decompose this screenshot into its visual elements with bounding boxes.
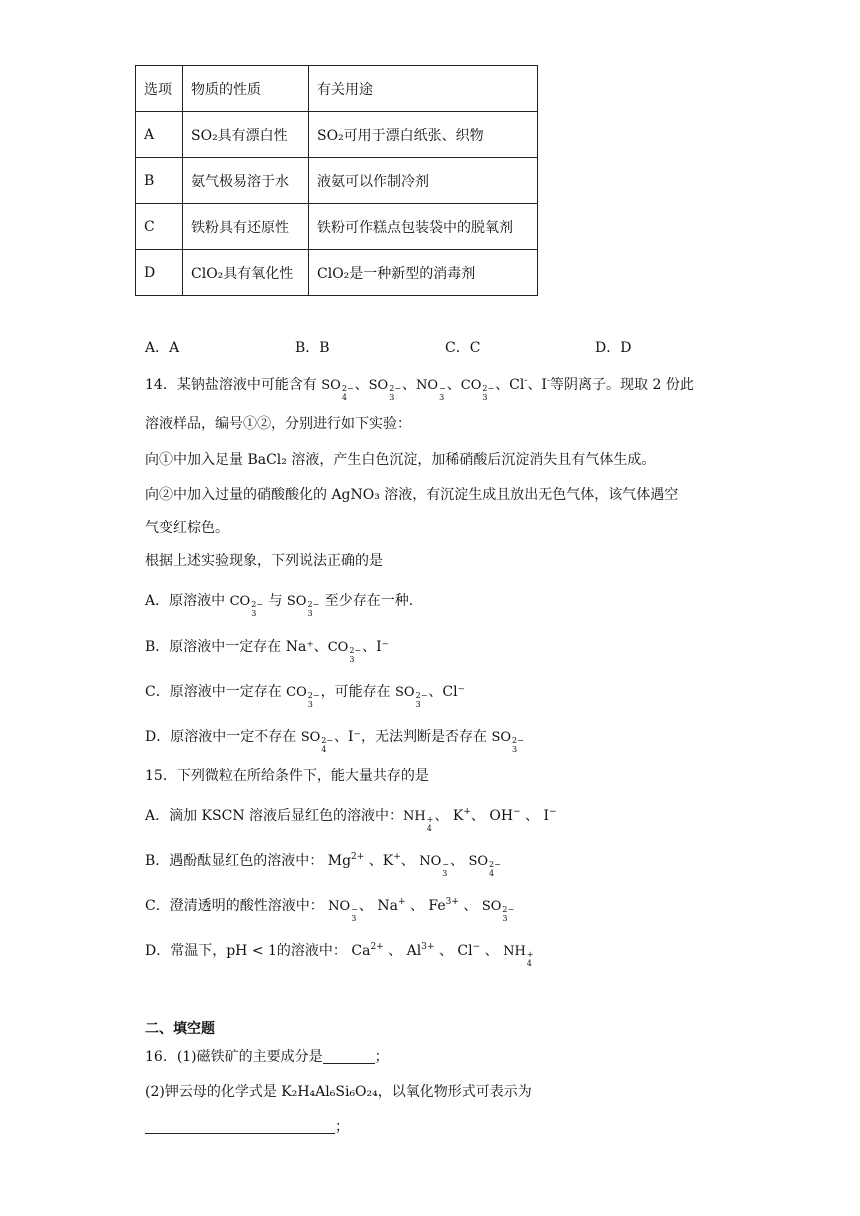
table-row bbox=[136, 112, 538, 158]
q14-option-d: D．原溶液中一定不存在 SO 2− 4 、I⁻，无法判断是否存在 SO 2− 3 bbox=[145, 729, 524, 754]
table-cell: 铁粉可作糕点包装袋中的脱氧剂 bbox=[309, 204, 538, 250]
table-cell: SO₂具有漂白性 bbox=[183, 112, 309, 158]
q14-experiment-2: 向②中加入过量的硝酸酸化的 AgNO₃ 溶液，有沉淀生成且放出无色气体，该气体遇空 bbox=[145, 487, 679, 503]
table-cell: D bbox=[136, 250, 183, 296]
table-cell: A bbox=[136, 112, 183, 158]
nitrate-ion: NO − 3 bbox=[416, 378, 446, 402]
table-cell: C bbox=[136, 204, 183, 250]
q15-option-a: A．滴加 KSCN 溶液后显红色的溶液中：NH + 4 、 K+、 OH− 、 I− bbox=[145, 807, 557, 833]
q15-option-c: C．澄清透明的酸性溶液中： NO − 3 、 Na+ 、 $Fe^{3+}$ 、 SO 2− 3 bbox=[145, 897, 515, 923]
q14-option-a: A．原溶液中 CO 2− 3 与 SO 2− 3 至少存在一种. bbox=[145, 593, 414, 618]
q16-part-2-answer: ； bbox=[145, 1116, 349, 1136]
table-row bbox=[136, 250, 538, 296]
table-cell: ClO₂是一种新型的消毒剂 bbox=[309, 250, 538, 296]
table-header-row bbox=[136, 66, 538, 112]
q13-option-a: A．A bbox=[145, 340, 180, 356]
q14-experiment-2-cont: 气变红棕色。 bbox=[145, 520, 229, 536]
q16-part-1: 16．(1)磁铁矿的主要成分是 ； bbox=[145, 1049, 389, 1065]
table-cell: 氨气极易溶于水 bbox=[183, 158, 309, 204]
q14-option-c: C．原溶液中一定存在 CO 2− 3 ，可能存在 SO 2− 3 、Cl⁻ bbox=[145, 684, 465, 709]
section-heading: 二、填空题 bbox=[145, 1021, 215, 1037]
table-cell: ClO₂具有氧化性 bbox=[183, 250, 309, 296]
table-cell: 物质的性质 bbox=[183, 66, 309, 112]
sulfate-ion: SO 2− 4 bbox=[321, 378, 354, 402]
answer-blank[interactable] bbox=[145, 1119, 335, 1134]
table-row bbox=[136, 158, 538, 204]
q16-part-2: (2)钾云母的化学式是 K₂H₄Al₆Si₆O₂₄，以氧化物形式可表示为 bbox=[145, 1084, 532, 1100]
table-cell: 选项 bbox=[136, 66, 183, 112]
q13-option-b: B．B bbox=[295, 340, 330, 356]
sulfite-ion: SO 2− 3 bbox=[368, 378, 402, 402]
q15-option-d: D．常温下，pH < 1的溶液中： $Ca^{2+}$ 、 $Al^{3+}$ 、 Cl− 、 NH + 4 bbox=[145, 942, 534, 968]
q14-experiment-1: 向①中加入足量 BaCl₂ 溶液，产生白色沉淀，加稀硝酸后沉淀消失且有气体生成。 bbox=[145, 452, 656, 468]
q13-option-c: C．C bbox=[445, 340, 481, 356]
table-cell: 铁粉具有还原性 bbox=[183, 204, 309, 250]
properties-table bbox=[135, 65, 538, 296]
carbonate-ion: CO 2− 3 bbox=[460, 378, 495, 402]
q15-option-b: B．遇酚酞显红色的溶液中： $Mg^{2+}$ 、K+、 NO − 3 、 SO 2− 4 bbox=[145, 852, 501, 878]
q14-option-b: B．原溶液中一定存在 Na⁺、CO 2− 3 、I⁻ bbox=[145, 639, 390, 664]
q14-stem: 14．某钠盐溶液中可能含有 SO 2− 4 、SO 2− 3 、NO − 3 、CO 2− 3 、Cl-、I-等阴离子。现取 2 份此 bbox=[145, 376, 694, 402]
q13-option-d: D．D bbox=[595, 340, 632, 356]
q14-stem-line2: 溶液样品，编号①②，分别进行如下实验： bbox=[145, 416, 411, 432]
table-cell: 有关用途 bbox=[309, 66, 538, 112]
table-cell: B bbox=[136, 158, 183, 204]
q15-stem: 15．下列微粒在所给条件下，能大量共存的是 bbox=[145, 768, 429, 784]
table-cell: SO₂可用于漂白纸张、织物 bbox=[309, 112, 538, 158]
q14-question: 根据上述实验现象，下列说法正确的是 bbox=[145, 553, 383, 569]
table-cell: 液氨可以作制冷剂 bbox=[309, 158, 538, 204]
table-row bbox=[136, 204, 538, 250]
answer-blank[interactable] bbox=[323, 1049, 375, 1064]
